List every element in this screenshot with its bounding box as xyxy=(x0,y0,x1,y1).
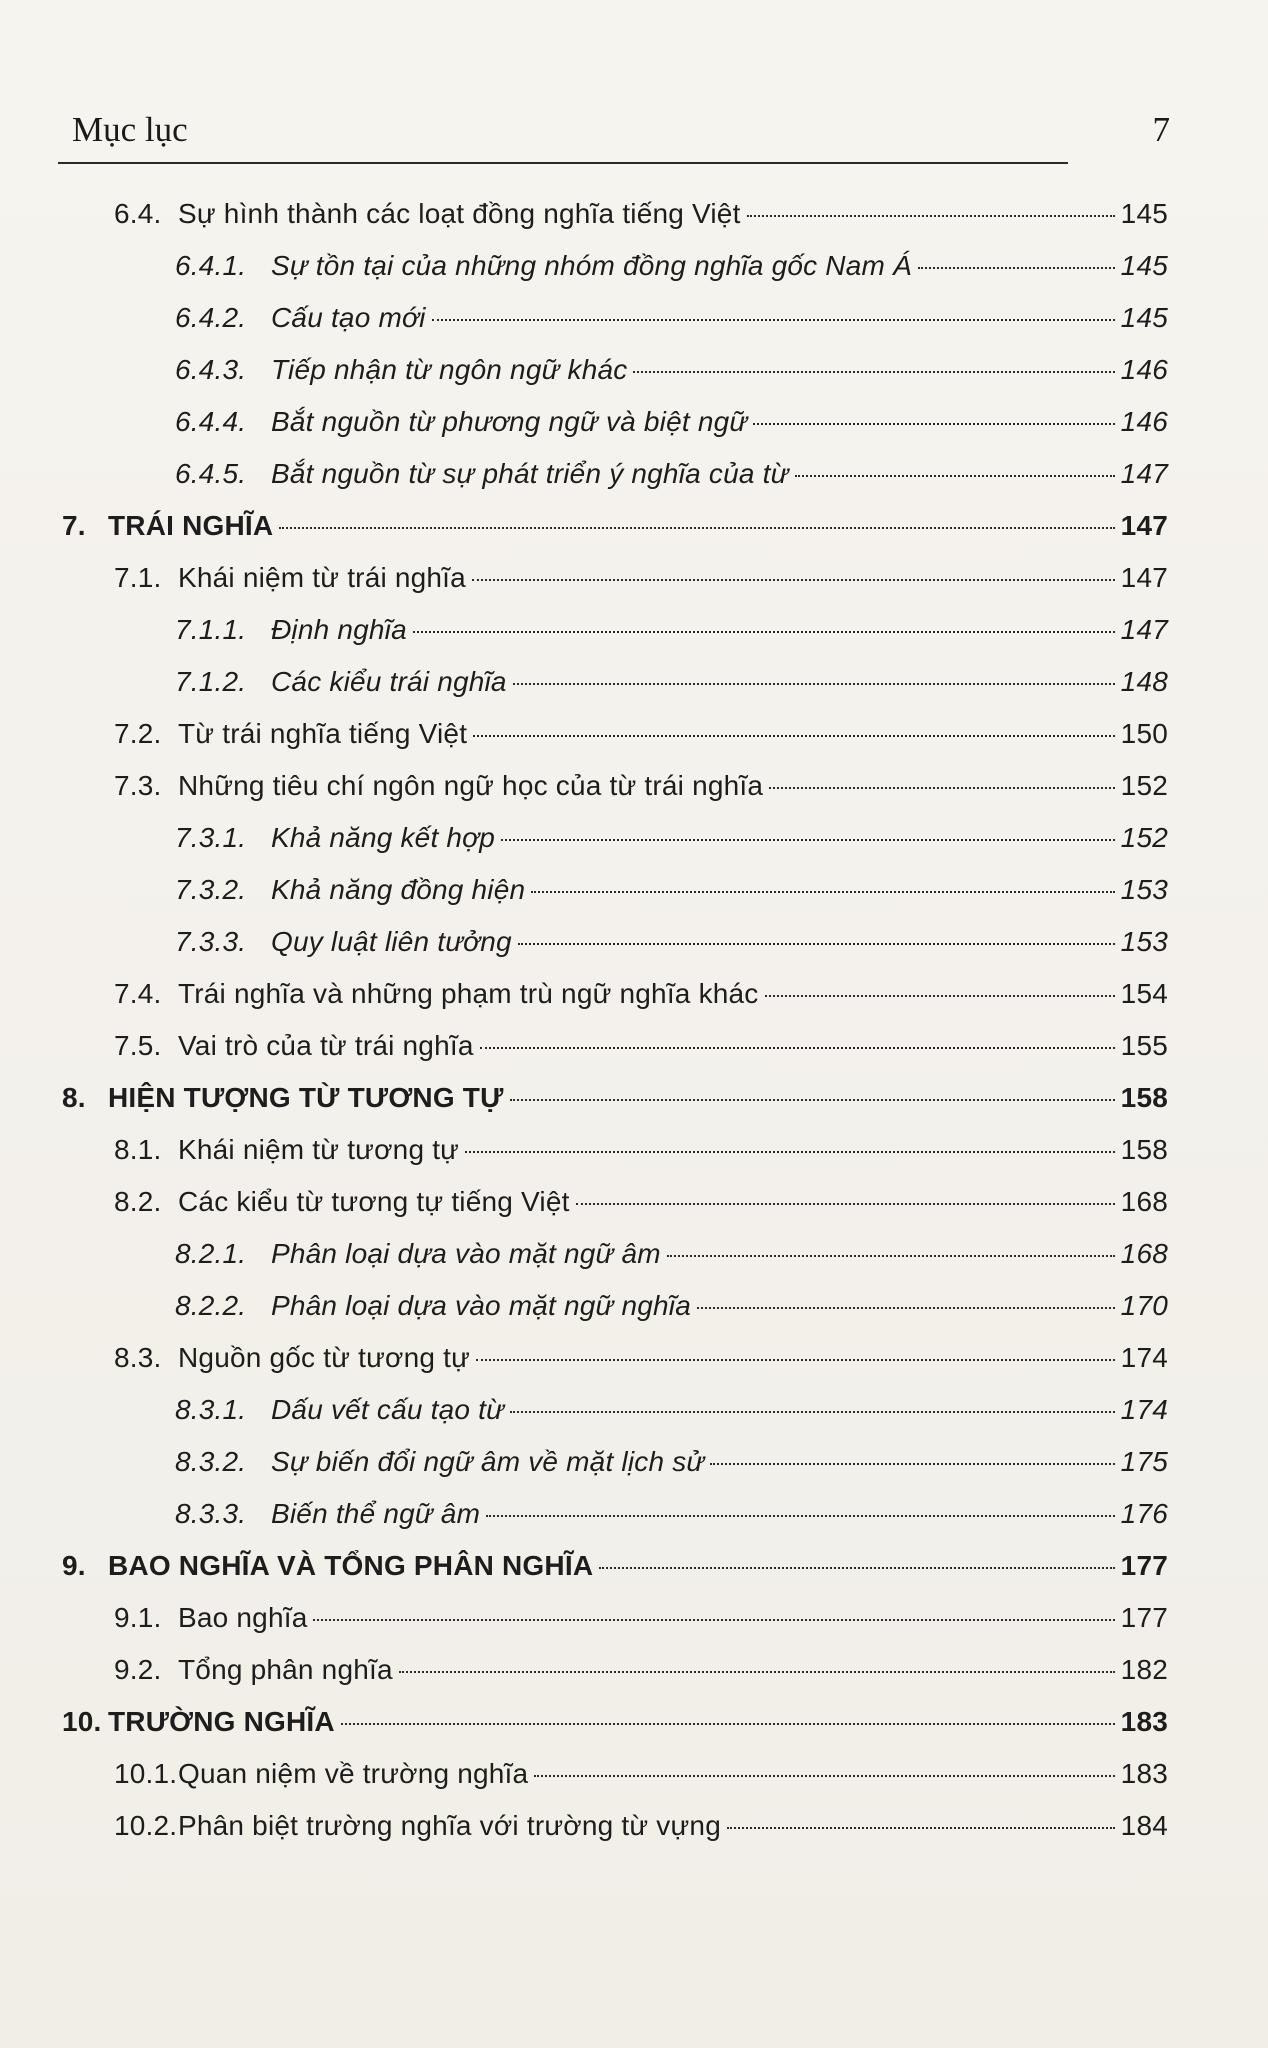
toc-entry-title: Biến thể ngữ âm xyxy=(271,1498,481,1529)
toc-entry-title: Bắt nguồn từ sự phát triển ý nghĩa của từ xyxy=(271,458,789,489)
dot-leader xyxy=(534,1775,1114,1777)
toc-entry-title: Bắt nguồn từ phương ngữ và biệt ngữ xyxy=(271,406,748,437)
toc-subsection-entry xyxy=(0,250,1268,302)
toc-entry-number: 9. xyxy=(62,1550,86,1581)
toc-entry-number: 7.3.2. xyxy=(175,874,247,905)
toc-subsection-entry xyxy=(0,302,1268,354)
toc-entry-number: 6.4.1. xyxy=(175,250,247,281)
toc-section-entry xyxy=(0,1602,1268,1654)
toc-entry-number: 7.3.3. xyxy=(175,926,247,957)
dot-leader xyxy=(486,1515,1115,1517)
toc-entry-title: Dấu vết cấu tạo từ xyxy=(271,1394,505,1425)
dot-leader xyxy=(432,319,1115,321)
toc-entry-title: Sự hình thành các loạt đồng nghĩa tiếng Việt xyxy=(178,198,741,229)
toc-entry-page: 152 xyxy=(1120,822,1168,853)
toc-entry-number: 7.1. xyxy=(114,562,162,593)
toc-entry-title: TRÁI NGHĨA xyxy=(108,510,274,541)
dot-leader xyxy=(918,267,1115,269)
toc-entry-page: 177 xyxy=(1120,1602,1168,1633)
dot-leader xyxy=(399,1671,1115,1673)
toc-entry-number: 6.4.4. xyxy=(175,406,247,437)
toc-subsection-entry xyxy=(0,406,1268,458)
toc-entry-number: 6.4.2. xyxy=(175,302,247,333)
toc-entry-number: 7.2. xyxy=(114,718,162,749)
dot-leader xyxy=(513,683,1115,685)
dot-leader xyxy=(599,1567,1114,1569)
dot-leader xyxy=(697,1307,1115,1309)
toc-entry-number: 6.4.5. xyxy=(175,458,247,489)
toc-entry-page: 150 xyxy=(1120,718,1168,749)
page-number: 7 xyxy=(1152,110,1170,149)
toc-subsection-entry xyxy=(0,926,1268,978)
toc-subsection-entry xyxy=(0,458,1268,510)
dot-leader xyxy=(465,1151,1115,1153)
toc-section-entry xyxy=(0,770,1268,822)
toc-entry-number: 8.2.1. xyxy=(175,1238,247,1269)
toc-entry-page: 153 xyxy=(1120,874,1168,905)
toc-section-entry xyxy=(0,1186,1268,1238)
toc-entry-page: 183 xyxy=(1120,1706,1168,1737)
toc-entry-page: 170 xyxy=(1120,1290,1168,1321)
toc-entry-title: Từ trái nghĩa tiếng Việt xyxy=(178,718,468,749)
toc-subsection-entry xyxy=(0,1446,1268,1498)
toc-entry-page: 146 xyxy=(1120,406,1168,437)
toc-entry-title: Khả năng kết hợp xyxy=(271,822,496,853)
toc-entry-number: 7.5. xyxy=(114,1030,162,1061)
dot-leader xyxy=(510,1411,1115,1413)
toc-entry-title: Phân loại dựa vào mặt ngữ âm xyxy=(271,1238,661,1269)
toc-subsection-entry xyxy=(0,822,1268,874)
toc-entry-page: 174 xyxy=(1120,1394,1168,1425)
toc-entry-page: 158 xyxy=(1120,1134,1168,1165)
toc-entry-page: 145 xyxy=(1120,198,1168,229)
toc-entry-number: 7.3.1. xyxy=(175,822,247,853)
dot-leader xyxy=(531,891,1114,893)
dot-leader xyxy=(279,527,1114,529)
page-header xyxy=(70,110,1180,170)
toc-entry-number: 10.1. xyxy=(114,1758,178,1789)
toc-subsection-entry xyxy=(0,666,1268,718)
toc-section-entry xyxy=(0,978,1268,1030)
toc-section-entry xyxy=(0,1342,1268,1394)
dot-leader xyxy=(576,1203,1115,1205)
dot-leader xyxy=(518,943,1115,945)
dot-leader xyxy=(480,1047,1115,1049)
toc-entry-number: 8. xyxy=(62,1082,86,1113)
toc-entry-number: 8.2.2. xyxy=(175,1290,247,1321)
toc-entry-number: 8.1. xyxy=(114,1134,162,1165)
toc-entry-page: 175 xyxy=(1120,1446,1168,1477)
dot-leader xyxy=(476,1359,1115,1361)
toc-entry-title: Vai trò của từ trái nghĩa xyxy=(178,1030,474,1061)
toc-section-entry xyxy=(0,1654,1268,1706)
toc-entry-number: 8.3.2. xyxy=(175,1446,247,1477)
dot-leader xyxy=(795,475,1115,477)
toc-subsection-entry xyxy=(0,1498,1268,1550)
toc-entry-title: TRƯỜNG NGHĨA xyxy=(108,1706,335,1737)
toc-entry-page: 152 xyxy=(1120,770,1168,801)
toc-subsection-entry xyxy=(0,1290,1268,1342)
toc-entry-page: 147 xyxy=(1120,510,1168,541)
toc-entry-title: Nguồn gốc từ tương tự xyxy=(178,1342,471,1373)
dot-leader xyxy=(633,371,1114,373)
toc-section-entry xyxy=(0,1134,1268,1186)
toc-entry-number: 6.4. xyxy=(114,198,162,229)
toc-section-entry xyxy=(0,1030,1268,1082)
dot-leader xyxy=(747,215,1115,217)
toc-entry-title: Những tiêu chí ngôn ngữ học của từ trái nghĩa xyxy=(178,770,764,801)
header-rule xyxy=(58,162,1068,164)
toc-entry-number: 8.2. xyxy=(114,1186,162,1217)
running-title: Mục lục xyxy=(72,110,188,149)
toc-entry-title: Các kiểu từ tương tự tiếng Việt xyxy=(178,1186,570,1217)
toc-section-entry xyxy=(0,1758,1268,1810)
toc-entry-title: Phân biệt trường nghĩa với trường từ vựng xyxy=(178,1810,721,1841)
toc-entry-number: 10.2. xyxy=(114,1810,178,1841)
toc-entry-title: Sự biến đổi ngữ âm về mặt lịch sử xyxy=(271,1446,705,1477)
toc-entry-number: 9.1. xyxy=(114,1602,162,1633)
dot-leader xyxy=(473,735,1114,737)
toc-entry-title: Khái niệm từ trái nghĩa xyxy=(178,562,466,593)
toc-entry-page: 153 xyxy=(1120,926,1168,957)
toc-subsection-entry xyxy=(0,1394,1268,1446)
toc-entry-page: 184 xyxy=(1120,1810,1168,1841)
toc-section-entry xyxy=(0,562,1268,614)
toc-entry-page: 158 xyxy=(1120,1082,1168,1113)
toc-entry-page: 176 xyxy=(1120,1498,1168,1529)
toc-entry-page: 147 xyxy=(1120,562,1168,593)
toc-section-entry xyxy=(0,1810,1268,1862)
table-of-contents xyxy=(0,198,1268,1862)
toc-entry-page: 168 xyxy=(1120,1238,1168,1269)
toc-entry-number: 7.1.2. xyxy=(175,666,247,697)
toc-entry-number: 8.3. xyxy=(114,1342,162,1373)
dot-leader xyxy=(472,579,1115,581)
toc-entry-number: 8.3.3. xyxy=(175,1498,247,1529)
toc-entry-page: 145 xyxy=(1120,250,1168,281)
toc-entry-number: 9.2. xyxy=(114,1654,162,1685)
toc-entry-title: BAO NGHĨA VÀ TỔNG PHÂN NGHĨA xyxy=(108,1550,594,1581)
toc-subsection-entry xyxy=(0,874,1268,926)
toc-entry-number: 6.4.3. xyxy=(175,354,247,385)
toc-entry-title: Phân loại dựa vào mặt ngữ nghĩa xyxy=(271,1290,691,1321)
toc-entry-number: 10. xyxy=(62,1706,102,1737)
toc-entry-page: 147 xyxy=(1120,614,1168,645)
toc-entry-title: Tiếp nhận từ ngôn ngữ khác xyxy=(271,354,628,385)
toc-entry-title: Quan niệm về trường nghĩa xyxy=(178,1758,529,1789)
toc-entry-title: Định nghĩa xyxy=(271,614,407,645)
toc-chapter-entry xyxy=(0,1082,1268,1134)
dot-leader xyxy=(667,1255,1115,1257)
dot-leader xyxy=(727,1827,1115,1829)
toc-entry-number: 7. xyxy=(62,510,86,541)
dot-leader xyxy=(753,423,1114,425)
toc-entry-title: Quy luật liên tưởng xyxy=(271,926,512,957)
dot-leader xyxy=(501,839,1115,841)
toc-entry-page: 145 xyxy=(1120,302,1168,333)
toc-section-entry xyxy=(0,718,1268,770)
toc-entry-title: Tổng phân nghĩa xyxy=(178,1654,393,1685)
toc-entry-title: Sự tồn tại của những nhóm đồng nghĩa gốc Nam Á xyxy=(271,250,912,281)
toc-entry-page: 177 xyxy=(1120,1550,1168,1581)
dot-leader xyxy=(769,787,1115,789)
toc-entry-title: Cấu tạo mới xyxy=(271,302,426,333)
dot-leader xyxy=(313,1619,1114,1621)
toc-entry-title: Trái nghĩa và những phạm trù ngữ nghĩa khác xyxy=(178,978,759,1009)
toc-entry-page: 182 xyxy=(1120,1654,1168,1685)
toc-entry-page: 148 xyxy=(1120,666,1168,697)
toc-section-entry xyxy=(0,198,1268,250)
toc-chapter-entry xyxy=(0,510,1268,562)
toc-entry-page: 147 xyxy=(1120,458,1168,489)
toc-entry-page: 174 xyxy=(1120,1342,1168,1373)
toc-entry-number: 7.3. xyxy=(114,770,162,801)
dot-leader xyxy=(510,1099,1115,1101)
toc-entry-page: 146 xyxy=(1120,354,1168,385)
toc-subsection-entry xyxy=(0,614,1268,666)
toc-chapter-entry xyxy=(0,1550,1268,1602)
toc-entry-number: 8.3.1. xyxy=(175,1394,247,1425)
toc-subsection-entry xyxy=(0,354,1268,406)
toc-entry-page: 168 xyxy=(1120,1186,1168,1217)
dot-leader xyxy=(341,1723,1115,1725)
toc-entry-title: Bao nghĩa xyxy=(178,1602,308,1633)
toc-entry-title: Khả năng đồng hiện xyxy=(271,874,526,905)
toc-entry-page: 155 xyxy=(1120,1030,1168,1061)
toc-entry-title: HIỆN TƯỢNG TỪ TƯƠNG TỰ xyxy=(108,1082,504,1113)
toc-entry-number: 7.4. xyxy=(114,978,162,1009)
toc-subsection-entry xyxy=(0,1238,1268,1290)
toc-entry-title: Khái niệm từ tương tự xyxy=(178,1134,460,1165)
toc-entry-number: 7.1.1. xyxy=(175,614,247,645)
toc-chapter-entry xyxy=(0,1706,1268,1758)
toc-entry-page: 183 xyxy=(1120,1758,1168,1789)
dot-leader xyxy=(765,995,1115,997)
dot-leader xyxy=(710,1463,1114,1465)
dot-leader xyxy=(413,631,1115,633)
toc-entry-page: 154 xyxy=(1120,978,1168,1009)
toc-entry-title: Các kiểu trái nghĩa xyxy=(271,666,507,697)
